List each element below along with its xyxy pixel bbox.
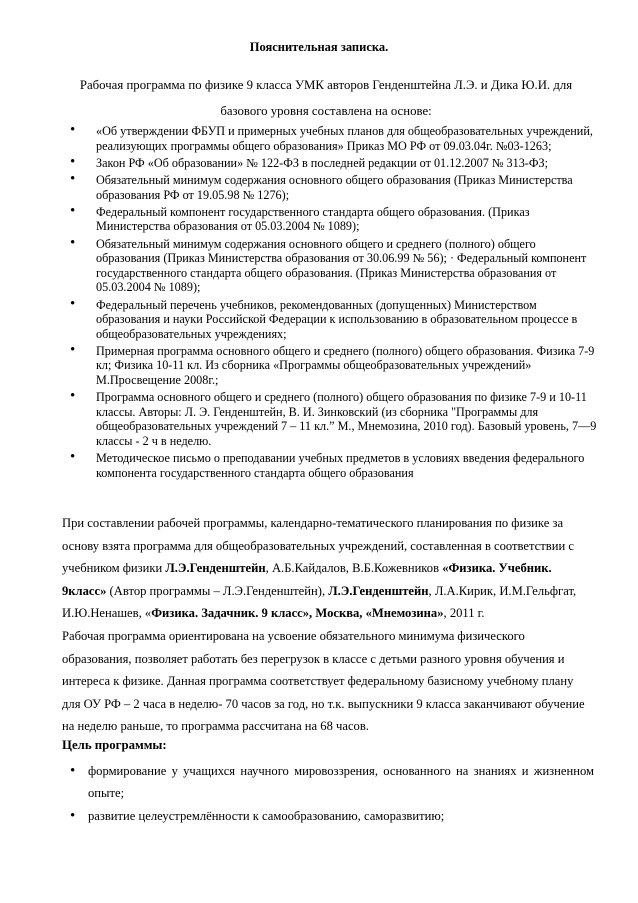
list-item: • Обязательный минимум содержания основного общего и среднего (полного) общего образования (Приказ Министерства образования от 30.06.99 № 56); · Федеральный компонент государственного стандарта общего образования. (Приказ Министерства образования от 05.03.2004 № 1089); — [62, 237, 602, 295]
problem-book-title: Физика. Задачник. 9 класс», Москва, «Мнемозина» — [151, 606, 444, 621]
list-item: • Закон РФ «Об образовании» № 122-ФЗ в последней редакции от 01.12.2007 № 313-ФЗ; — [62, 156, 602, 171]
body-text — [62, 512, 594, 738]
program-orientation-paragraph: Рабочая программа ориентирована на усвоение обязательного минимума физического образования, позволяет работать без перегрузок в классе с детьми разного уровня обучения и интереса к физике. Данная программа соответствует федеральному базисному учебному плану для ОУ РФ – 2 часа в неделю- 70 часов за год, но т.к. выпускники 9 класса заканчивают обучение на неделю раньше, то программа рассчитана на 68 часов. — [62, 628, 585, 734]
list-item: • Программа основного общего и среднего (полного) общего образования по физике 7-9 и 10-11 классы. Авторы: Л. Э. Генденштейн, В. И. Зинковский (из сборника "Программы для общеобразовательных учреждений 7 – 11 кл.” М., Мнемозина, 2010 год). Базовый уровень, 7—9 классы - 2 ч в неделю. — [62, 390, 602, 448]
text-run: При составлении рабочей программы, календарно-тематического планирования по физике за основу взята программа для общеобразовательных учреждений, составленная в соответствии с учебником физики — [62, 516, 574, 576]
list-item: • развитие целеустремлённости к самообразованию, саморазвитию; — [62, 805, 594, 827]
author-name: Л.Э.Генденштейн — [328, 583, 429, 598]
textbook-title: «Физика. Учебник. 9класс» — [62, 561, 552, 598]
list-item: • Обязательный минимум содержания основного общего образования (Приказ Министерства образования РФ от 19.05.98 № 1276); — [62, 173, 602, 202]
goals-list — [62, 760, 594, 827]
author-name: Л.Э.Генденштейн — [165, 561, 266, 576]
list-item: • Методическое письмо о преподавании учебных предметов в условиях введения федерального компонента государственного стандарта общего образования — [62, 451, 602, 480]
list-item: • формирование у учащихся научного мировоззрения, основанного на знаниях и жизненном опыте; — [62, 760, 594, 805]
text-run: (Автор программы – Л.Э.Генденштейн), — [106, 583, 329, 598]
goal-heading: Цель программы: — [62, 738, 167, 752]
list-item: • Федеральный компонент государственного стандарта общего образования. (Приказ Министерства образования от 05.03.2004 № 1089); — [62, 205, 602, 234]
page-title: Пояснительная записка. — [249, 40, 389, 54]
bases-list — [62, 124, 602, 483]
text-run: , Л.А.Кирик, И.М.Гельфгат, И.Ю.Ненашев, « — [62, 583, 577, 621]
list-item: • Федеральный перечень учебников, рекомендованных (допущенных) Министерством образования и науки Российской Федерации к использованию в образовательном процессе в общеобразовательных учреждениях; — [62, 298, 602, 342]
list-item: • «Об утверждении ФБУП и примерных учебных планов для общеобразовательных учреждений, реализующих программы общего образования» Приказ МО РФ от 09.03.04г. №03-1263; — [62, 124, 602, 153]
text-run: , 2011 г. — [443, 606, 485, 621]
program-basis-paragraph — [62, 512, 594, 625]
intro-paragraph: Рабочая программа по физике 9 класса УМК авторов Генденштейна Л.Э. и Дика Ю.И. для базового уровня составлена на основе: — [79, 78, 573, 118]
list-item: • Примерная программа основного общего и среднего (полного) общего образования. Физика 7-9 кл; Физика 10-11 кл. Из сборника «Программы общеобразовательных учреждений» М.Просвещение 2008г.; — [62, 344, 602, 388]
text-run: , А.Б.Кайдалов, В.Б.Кожевников — [265, 561, 443, 576]
